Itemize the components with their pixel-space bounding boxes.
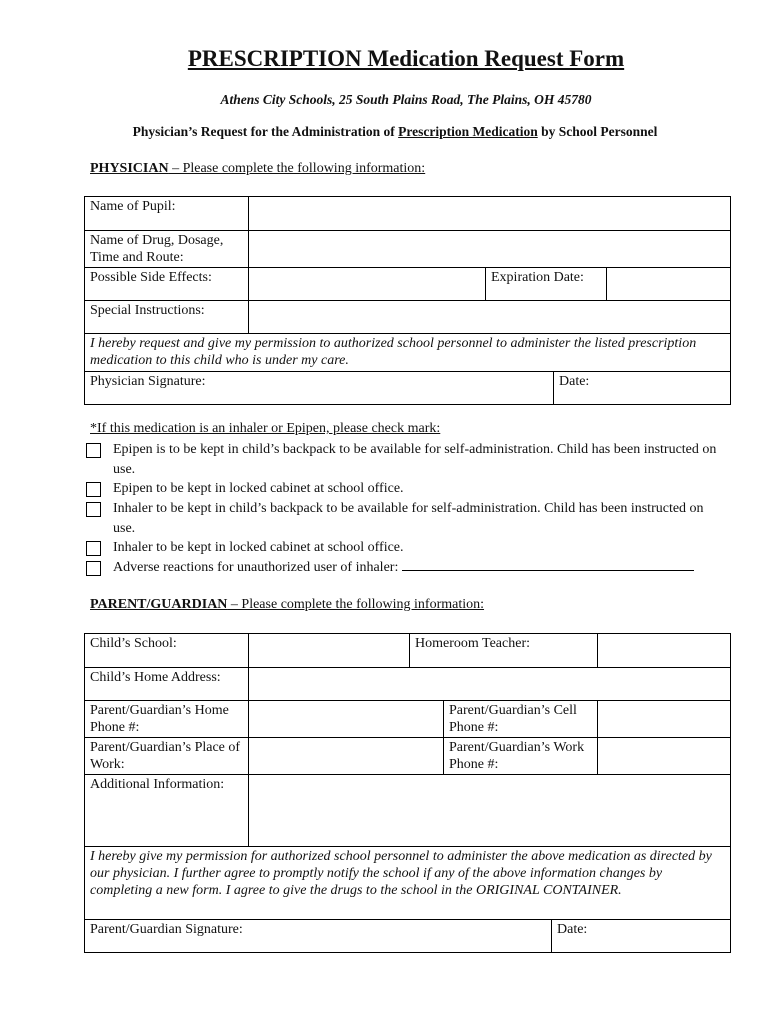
drug-dosage-label: Name of Drug, Dosage, Time and Route: xyxy=(85,231,249,268)
checkbox[interactable] xyxy=(86,541,101,556)
checkbox[interactable] xyxy=(86,502,101,517)
home-address-field[interactable] xyxy=(249,668,731,701)
cell-phone-field[interactable] xyxy=(598,701,731,738)
checkbox-option-adverse-reactions xyxy=(86,558,726,578)
form-subtitle xyxy=(0,124,768,140)
homeroom-teacher-label: Homeroom Teacher: xyxy=(410,634,598,668)
adverse-reactions-blank[interactable] xyxy=(402,558,694,571)
expiration-date-label: Expiration Date: xyxy=(486,268,607,301)
physician-permission-statement: I hereby request and give my permission to authorized school personnel to administer the listed prescription medication to this child who is under my care. xyxy=(85,334,731,372)
expiration-date-field[interactable] xyxy=(607,268,731,301)
physician-signature-field[interactable] xyxy=(85,372,554,405)
parent-signature-label: Parent/Guardian Signature: xyxy=(90,922,243,937)
physician-signature-label: Physician Signature: xyxy=(90,374,206,389)
special-instructions-label: Special Instructions: xyxy=(85,301,249,334)
parent-permission-statement: I hereby give my permission for authorized school personnel to administer the above medication as directed by our physician. I further agree to promptly notify the school if any of the above information changes by completing a new form. I agree to give the drugs to the school in the ORIGINAL CONTAINER. xyxy=(85,847,731,920)
checkbox-option-inhaler-backpack xyxy=(86,499,726,539)
physician-section-heading xyxy=(90,161,425,177)
physician-date-label: Date: xyxy=(559,374,590,389)
home-phone-label: Parent/Guardian’s Home Phone #: xyxy=(85,701,249,738)
subtitle-post: by School Personnel xyxy=(537,124,658,139)
homeroom-teacher-field[interactable] xyxy=(598,634,731,668)
parent-signature-field[interactable] xyxy=(85,920,552,953)
side-effects-field[interactable] xyxy=(249,268,486,301)
parent-date-field[interactable] xyxy=(552,920,731,953)
school-address: Athens City Schools, 25 South Plains Road, The Plains, OH 45780 xyxy=(220,92,592,107)
special-instructions-field[interactable] xyxy=(249,301,731,334)
work-phone-field[interactable] xyxy=(598,738,731,775)
childs-school-label: Child’s School: xyxy=(85,634,249,668)
option-label-row xyxy=(113,558,723,578)
option-label: Inhaler to be kept in locked cabinet at school office. xyxy=(113,540,404,555)
option-label: Inhaler to be kept in child’s backpack to be available for self-administration. Child has been instructed on use. xyxy=(113,501,704,536)
option-label: Epipen to be kept in locked cabinet at school office. xyxy=(113,481,404,496)
checkbox[interactable] xyxy=(86,561,101,576)
physician-date-field[interactable] xyxy=(554,372,731,405)
checkbox-option-epipen-backpack xyxy=(86,440,726,480)
subtitle-pre: Physician’s Request for the Administration of xyxy=(132,124,399,139)
parent-heading-rest: – Please complete the following information: xyxy=(227,597,485,612)
home-address-label: Child’s Home Address: xyxy=(85,668,249,701)
inhaler-intro: *If this medication is an inhaler or Epipen, please check mark: xyxy=(90,421,441,436)
place-of-work-label: Parent/Guardian’s Place of Work: xyxy=(85,738,249,775)
checkbox-option-epipen-cabinet xyxy=(86,479,726,499)
checkbox[interactable] xyxy=(86,482,101,497)
checkbox[interactable] xyxy=(86,443,101,458)
side-effects-label: Possible Side Effects: xyxy=(85,268,249,301)
parent-table xyxy=(84,633,731,953)
physician-table xyxy=(84,196,731,405)
subtitle-underlined: Prescription Medication xyxy=(398,124,538,139)
childs-school-field[interactable] xyxy=(249,634,410,668)
work-phone-label: Parent/Guardian’s Work Phone #: xyxy=(444,738,598,775)
pupil-name-field[interactable] xyxy=(249,197,731,231)
physician-heading-rest: – Please complete the following information: xyxy=(168,161,426,176)
checkbox-option-inhaler-cabinet xyxy=(86,538,726,558)
pupil-name-label: Name of Pupil: xyxy=(85,197,249,231)
cell-phone-label: Parent/Guardian’s Cell Phone #: xyxy=(444,701,598,738)
physician-heading-bold: PHYSICIAN xyxy=(90,161,169,176)
parent-date-label: Date: xyxy=(557,922,588,937)
parent-heading-bold: PARENT/GUARDIAN xyxy=(90,597,228,612)
additional-info-label: Additional Information: xyxy=(85,775,249,847)
parent-section-heading xyxy=(90,597,484,613)
home-phone-field[interactable] xyxy=(249,701,444,738)
option-label: Adverse reactions for unauthorized user of inhaler: xyxy=(113,560,399,575)
option-label: Epipen is to be kept in child’s backpack to be available for self-administration. Child has been instructed on use. xyxy=(113,442,717,477)
additional-info-field[interactable] xyxy=(249,775,731,847)
drug-dosage-field[interactable] xyxy=(249,231,731,268)
place-of-work-field[interactable] xyxy=(249,738,444,775)
form-title: PRESCRIPTION Medication Request Form xyxy=(187,46,625,71)
